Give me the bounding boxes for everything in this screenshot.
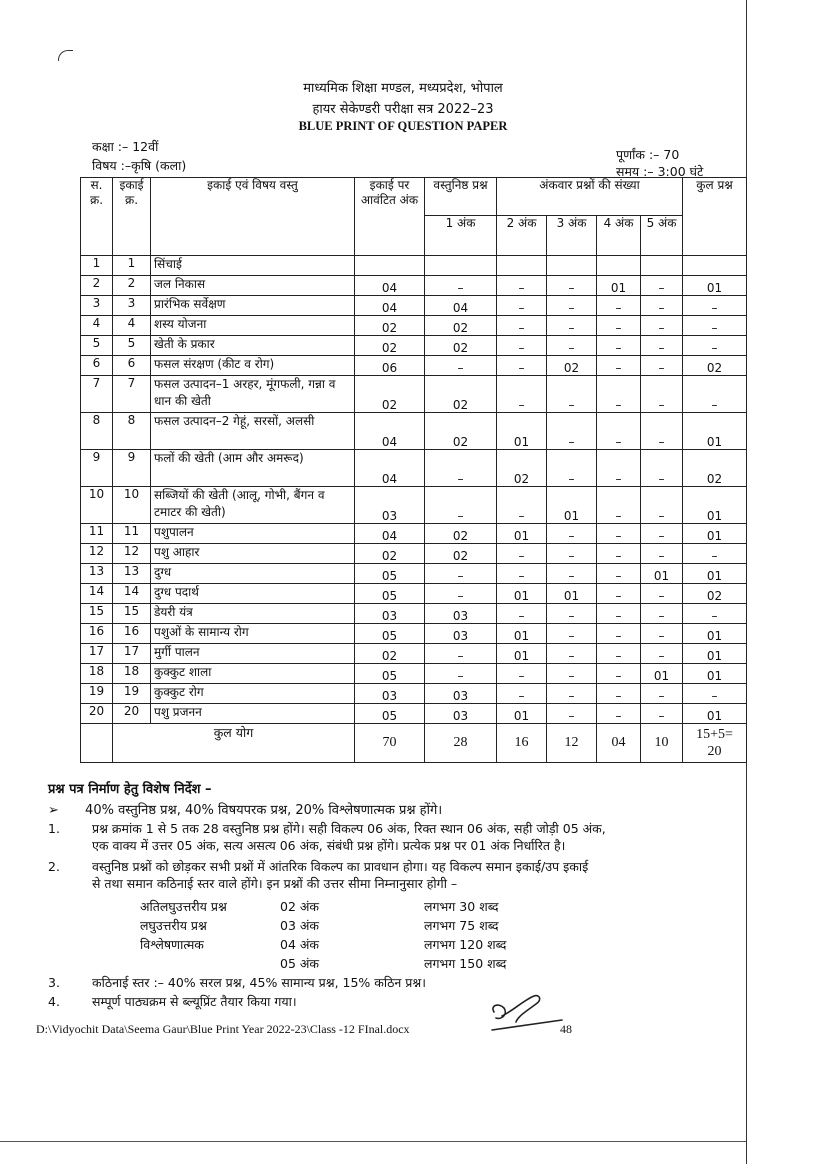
cell-total: 01 [683, 644, 747, 664]
cell-marks: 05 [355, 584, 425, 604]
cell-unit-no: 18 [113, 664, 151, 684]
cell-unit-no: 1 [113, 256, 151, 276]
cell-4-mark: – [597, 584, 641, 604]
cell-4-mark: – [597, 336, 641, 356]
cell-marks: 03 [355, 487, 425, 524]
header-allotted-marks: इकाई पर आवंटित अंक [355, 178, 425, 256]
cell-5-mark: 01 [641, 564, 683, 584]
cell-unit-no: 11 [113, 524, 151, 544]
cell-4-mark: – [597, 524, 641, 544]
bullet-arrow-icon: ➢ [48, 803, 59, 818]
header-1-mark: 1 अंक [425, 216, 497, 256]
instructions-bullet [48, 800, 442, 818]
word-limit-marks: 04 अंक [280, 937, 320, 952]
cell-sno: 13 [81, 564, 113, 584]
header-3-mark: 3 अंक [547, 216, 597, 256]
cell-5-mark: – [641, 604, 683, 624]
cell-4-mark: – [597, 296, 641, 316]
cell-5-mark: – [641, 276, 683, 296]
cell-sno: 8 [81, 413, 113, 450]
cell-total: 01 [683, 664, 747, 684]
total-4-mark: 04 [597, 724, 641, 763]
cell-unit: फसल उत्पादन–1 अरहर, मूंगफली, गन्ना व धान की खेती [151, 376, 355, 413]
table-row [81, 316, 747, 336]
cell-unit: पशुओं के सामान्य रोग [151, 624, 355, 644]
cell-objective: 03 [425, 684, 497, 704]
cell-marks: 02 [355, 316, 425, 336]
cell-2-mark: – [497, 564, 547, 584]
cell-5-mark: – [641, 704, 683, 724]
bullet-text: 40% वस्तुनिष्ठ प्रश्न, 40% विषयपरक प्रश्न, 20% विश्लेषणात्मक प्रश्न होंगे। [85, 803, 443, 818]
document-title: BLUE PRINT OF QUESTION PAPER [298, 119, 508, 133]
cell-4-mark: – [597, 684, 641, 704]
cell-2-mark: 01 [497, 624, 547, 644]
cell-unit-no: 17 [113, 644, 151, 664]
cell-unit-no: 10 [113, 487, 151, 524]
cell-marks: 03 [355, 604, 425, 624]
cell-marks [355, 256, 425, 276]
instruction-2-number: 2. [48, 859, 60, 874]
cell-3-mark: – [547, 664, 597, 684]
cell-unit: कुक्कुट शाला [151, 664, 355, 684]
cell-sno: 20 [81, 704, 113, 724]
cell-3-mark: – [547, 276, 597, 296]
cell-unit-no: 4 [113, 316, 151, 336]
cell-sno: 2 [81, 276, 113, 296]
cell-5-mark: – [641, 584, 683, 604]
cell-4-mark: – [597, 704, 641, 724]
cell-objective: – [425, 450, 497, 487]
instruction-2-line-2: से तथा समान कठिनाई स्तर वाले होंगे। इन प्रश्नों की उत्तर सीमा निम्नानुसार होगी – [92, 876, 458, 891]
table-row [81, 684, 747, 704]
cell-4-mark: – [597, 604, 641, 624]
cell-total [683, 256, 747, 276]
cell-sno: 14 [81, 584, 113, 604]
cell-unit-no: 13 [113, 564, 151, 584]
cell-4-mark: – [597, 316, 641, 336]
cell-2-mark: 01 [497, 644, 547, 664]
cell-objective: 02 [425, 336, 497, 356]
cell-4-mark [597, 256, 641, 276]
header-5-mark: 5 अंक [641, 216, 683, 256]
cell-unit: सब्जियों की खेती (आलू, गोभी, बैंगन व टमाटर की खेती) [151, 487, 355, 524]
cell-2-mark: 01 [497, 704, 547, 724]
instruction-3-number: 3. [48, 975, 60, 990]
cell-5-mark: 01 [641, 664, 683, 684]
cell-sno: 15 [81, 604, 113, 624]
cell-unit: पशु प्रजनन [151, 704, 355, 724]
cell-unit-no: 15 [113, 604, 151, 624]
table-row [81, 296, 747, 316]
cell-marks: 03 [355, 684, 425, 704]
cell-5-mark [641, 256, 683, 276]
cell-2-mark: – [497, 487, 547, 524]
cell-marks: 02 [355, 376, 425, 413]
cell-objective: – [425, 356, 497, 376]
cell-3-mark: – [547, 644, 597, 664]
cell-sno: 19 [81, 684, 113, 704]
cell-4-mark: – [597, 664, 641, 684]
cell-objective: – [425, 564, 497, 584]
header-objective: वस्तुनिष्ठ प्रश्न [425, 178, 497, 216]
cell-objective: 02 [425, 376, 497, 413]
bottom-margin-line [0, 1141, 746, 1142]
cell-unit: फलों की खेती (आम और अमरूद) [151, 450, 355, 487]
cell-marks: 02 [355, 544, 425, 564]
word-limit-words: लगभग 120 शब्द [424, 937, 507, 952]
cell-3-mark: – [547, 316, 597, 336]
cell-5-mark: – [641, 376, 683, 413]
word-limit-marks: 02 अंक [280, 899, 320, 914]
cell-total: 01 [683, 276, 747, 296]
cell-unit: दुग्ध [151, 564, 355, 584]
cell-3-mark: – [547, 604, 597, 624]
word-limit-type: लघुउत्तरीय प्रश्न [140, 918, 207, 933]
cell-total: 01 [683, 487, 747, 524]
cell-2-mark: 01 [497, 584, 547, 604]
instruction-3: कठिनाई स्तर :– 40% सरल प्रश्न, 45% सामान्य प्रश्न, 15% कठिन प्रश्न। [92, 975, 426, 990]
table-row [81, 336, 747, 356]
cell-objective: 02 [425, 413, 497, 450]
table-row [81, 524, 747, 544]
cell-5-mark: – [641, 413, 683, 450]
cell-3-mark: – [547, 624, 597, 644]
cell-5-mark: – [641, 544, 683, 564]
signature [488, 990, 568, 1036]
cell-3-mark [547, 256, 597, 276]
cell-total: 01 [683, 564, 747, 584]
header-2-mark: 2 अंक [497, 216, 547, 256]
cell-sno: 17 [81, 644, 113, 664]
cell-total: – [683, 336, 747, 356]
cell-total: 01 [683, 704, 747, 724]
table-row [81, 704, 747, 724]
table-row [81, 276, 747, 296]
table-row [81, 664, 747, 684]
cell-total: 01 [683, 524, 747, 544]
total-row [81, 724, 747, 763]
page-number: 48 [560, 1022, 572, 1036]
cell-total: 02 [683, 584, 747, 604]
subject-label: विषय :–कृषि (कला) [92, 158, 187, 173]
max-marks-label: पूर्णांक :– 70 [616, 147, 680, 162]
cell-objective: – [425, 487, 497, 524]
instruction-1-line-1: प्रश्न क्रमांक 1 से 5 तक 28 वस्तुनिष्ठ प्रश्न होंगे। सही विकल्प 06 अंक, रिक्त स्थान 06 अंक, सही जोड़ी 05 अंक, [92, 821, 606, 836]
cell-2-mark: 02 [497, 450, 547, 487]
cell-marks: 02 [355, 644, 425, 664]
scan-corner-mark [58, 50, 73, 61]
cell-unit: जल निकास [151, 276, 355, 296]
cell-3-mark: – [547, 704, 597, 724]
cell-objective: – [425, 644, 497, 664]
cell-4-mark: – [597, 544, 641, 564]
cell-objective: 03 [425, 604, 497, 624]
cell-objective: – [425, 276, 497, 296]
cell-marks: 04 [355, 524, 425, 544]
cell-sno: 5 [81, 336, 113, 356]
cell-objective: 03 [425, 624, 497, 644]
cell-total: – [683, 604, 747, 624]
instruction-2 [92, 858, 782, 892]
cell-sno: 7 [81, 376, 113, 413]
cell-total: 02 [683, 356, 747, 376]
cell-total: – [683, 544, 747, 564]
cell-unit-no: 20 [113, 704, 151, 724]
cell-objective [425, 256, 497, 276]
cell-unit: कुक्कुट रोग [151, 684, 355, 704]
cell-3-mark: – [547, 376, 597, 413]
total-blank [81, 724, 113, 763]
cell-unit-no: 3 [113, 296, 151, 316]
word-limit-type: विश्लेषणात्मक [140, 937, 204, 952]
cell-4-mark: – [597, 356, 641, 376]
cell-2-mark: – [497, 684, 547, 704]
cell-5-mark: – [641, 684, 683, 704]
cell-2-mark: – [497, 296, 547, 316]
instruction-1-line-2: एक वाक्य में उत्तर 05 अंक, सत्य असत्य 06 अंक, संबंधी प्रश्न होंगे। प्रत्येक प्रश्न पर 01 अंक निर्धारित है। [92, 838, 566, 853]
total-5-mark: 10 [641, 724, 683, 763]
cell-unit: डेयरी यंत्र [151, 604, 355, 624]
cell-unit-no: 19 [113, 684, 151, 704]
total-objective: 28 [425, 724, 497, 763]
total-label: कुल योग [113, 724, 355, 763]
cell-unit: फसल संरक्षण (कीट व रोग) [151, 356, 355, 376]
word-limit-words: लगभग 75 शब्द [424, 918, 499, 933]
cell-objective: 04 [425, 296, 497, 316]
cell-unit-no: 16 [113, 624, 151, 644]
cell-4-mark: – [597, 564, 641, 584]
word-limit-marks: 05 अंक [280, 956, 320, 971]
cell-marks: 04 [355, 276, 425, 296]
header-sno: स. क्र. [81, 178, 113, 256]
cell-unit-no: 12 [113, 544, 151, 564]
table-row [81, 413, 747, 450]
table-row [81, 584, 747, 604]
cell-unit-no: 9 [113, 450, 151, 487]
cell-marks: 05 [355, 624, 425, 644]
cell-5-mark: – [641, 356, 683, 376]
cell-3-mark: – [547, 450, 597, 487]
table-row [81, 487, 747, 524]
cell-sno: 16 [81, 624, 113, 644]
cell-objective: 03 [425, 704, 497, 724]
cell-3-mark: – [547, 296, 597, 316]
total-3-mark: 12 [547, 724, 597, 763]
cell-unit: सिंचाई [151, 256, 355, 276]
cell-unit: पशुपालन [151, 524, 355, 544]
cell-2-mark: 01 [497, 413, 547, 450]
total-questions-value: 20 [707, 744, 722, 759]
cell-5-mark: – [641, 316, 683, 336]
cell-unit: प्रारंभिक सर्वेक्षण [151, 296, 355, 316]
cell-total: 02 [683, 450, 747, 487]
cell-unit: फसल उत्पादन–2 गेहूं, सरसों, अलसी [151, 413, 355, 450]
table-row [81, 256, 747, 276]
cell-5-mark: – [641, 296, 683, 316]
header-markwise: अंकवार प्रश्नों की संख्या [497, 178, 683, 216]
cell-5-mark: – [641, 487, 683, 524]
total-questions [683, 724, 747, 763]
cell-marks: 05 [355, 704, 425, 724]
cell-unit-no: 6 [113, 356, 151, 376]
cell-2-mark: – [497, 664, 547, 684]
cell-3-mark: – [547, 684, 597, 704]
cell-5-mark: – [641, 524, 683, 544]
cell-objective: – [425, 584, 497, 604]
cell-5-mark: – [641, 450, 683, 487]
header-4-mark: 4 अंक [597, 216, 641, 256]
cell-unit-no: 8 [113, 413, 151, 450]
cell-3-mark: – [547, 336, 597, 356]
cell-4-mark: – [597, 624, 641, 644]
cell-unit: पशु आहार [151, 544, 355, 564]
cell-unit-no: 5 [113, 336, 151, 356]
cell-sno: 11 [81, 524, 113, 544]
blueprint-table [80, 177, 747, 763]
cell-4-mark: 01 [597, 276, 641, 296]
instruction-2-line-1: वस्तुनिष्ठ प्रश्नों को छोड़कर सभी प्रश्नों में आंतरिक विकल्प का प्रावधान होगा। यह विकल्प समान इकाई/उप इकाई [92, 859, 589, 874]
cell-total: – [683, 684, 747, 704]
total-marks: 70 [355, 724, 425, 763]
cell-marks: 04 [355, 413, 425, 450]
table-row [81, 604, 747, 624]
table-row [81, 624, 747, 644]
cell-total: 01 [683, 413, 747, 450]
instruction-4: सम्पूर्ण पाठ्यक्रम से ब्ल्यूप्रिंट तैयार किया गया। [92, 994, 297, 1009]
cell-3-mark: – [547, 544, 597, 564]
cell-unit-no: 2 [113, 276, 151, 296]
cell-4-mark: – [597, 450, 641, 487]
total-2-mark: 16 [497, 724, 547, 763]
cell-2-mark: – [497, 544, 547, 564]
word-limit-type: अतिलघुउत्तरीय प्रश्न [140, 899, 227, 914]
cell-3-mark: – [547, 524, 597, 544]
table-row [81, 356, 747, 376]
cell-sno: 1 [81, 256, 113, 276]
table-row [81, 644, 747, 664]
cell-total: – [683, 376, 747, 413]
header-total: कुल प्रश्न [683, 178, 747, 256]
cell-2-mark: 01 [497, 524, 547, 544]
cell-2-mark: – [497, 336, 547, 356]
instruction-4-number: 4. [48, 994, 60, 1009]
table-row [81, 544, 747, 564]
total-questions-sum: 15+5= [696, 727, 733, 742]
file-path: D:\Vidyochit Data\Seema Gaur\Blue Print Year 2022-23\Class -12 FInal.docx [36, 1022, 410, 1036]
cell-3-mark: 01 [547, 584, 597, 604]
cell-2-mark: – [497, 316, 547, 336]
exam-session: हायर सेकेण्डरी परीक्षा सत्र 2022–23 [312, 102, 494, 117]
cell-unit-no: 14 [113, 584, 151, 604]
cell-3-mark: – [547, 413, 597, 450]
cell-5-mark: – [641, 336, 683, 356]
class-label: कक्षा :– 12वीं [92, 139, 159, 154]
cell-unit: मुर्गी पालन [151, 644, 355, 664]
word-limit-marks: 03 अंक [280, 918, 320, 933]
cell-2-mark: – [497, 356, 547, 376]
cell-4-mark: – [597, 376, 641, 413]
header-unit: इकाई एवं विषय वस्तु [151, 178, 355, 256]
cell-2-mark: – [497, 376, 547, 413]
cell-objective: – [425, 664, 497, 684]
cell-4-mark: – [597, 413, 641, 450]
board-name: माध्यमिक शिक्षा मण्डल, मध्यप्रदेश, भोपाल [303, 81, 503, 96]
cell-unit: दुग्ध पदार्थ [151, 584, 355, 604]
cell-unit: शस्य योजना [151, 316, 355, 336]
cell-marks: 02 [355, 336, 425, 356]
word-limit-words: लगभग 30 शब्द [424, 899, 499, 914]
cell-sno: 9 [81, 450, 113, 487]
cell-objective: 02 [425, 524, 497, 544]
cell-5-mark: – [641, 644, 683, 664]
cell-3-mark: – [547, 564, 597, 584]
word-limit-words: लगभग 150 शब्द [424, 956, 507, 971]
cell-2-mark [497, 256, 547, 276]
table-row [81, 376, 747, 413]
cell-unit: खेती के प्रकार [151, 336, 355, 356]
instruction-1 [92, 820, 782, 854]
cell-objective: 02 [425, 544, 497, 564]
cell-marks: 04 [355, 450, 425, 487]
cell-sno: 10 [81, 487, 113, 524]
cell-sno: 18 [81, 664, 113, 684]
cell-5-mark: – [641, 624, 683, 644]
cell-sno: 6 [81, 356, 113, 376]
cell-sno: 4 [81, 316, 113, 336]
cell-4-mark: – [597, 487, 641, 524]
cell-marks: 05 [355, 664, 425, 684]
cell-3-mark: 01 [547, 487, 597, 524]
instruction-1-number: 1. [48, 821, 60, 836]
cell-4-mark: – [597, 644, 641, 664]
table-row [81, 450, 747, 487]
cell-marks: 06 [355, 356, 425, 376]
cell-sno: 12 [81, 544, 113, 564]
cell-3-mark: 02 [547, 356, 597, 376]
cell-objective: 02 [425, 316, 497, 336]
cell-marks: 04 [355, 296, 425, 316]
cell-2-mark: – [497, 604, 547, 624]
cell-total: 01 [683, 624, 747, 644]
cell-total: – [683, 296, 747, 316]
cell-2-mark: – [497, 276, 547, 296]
header-unit-no: इकाई क्र. [113, 178, 151, 256]
instructions-title: प्रश्न पत्र निर्माण हेतु विशेष निर्देश – [48, 782, 212, 797]
cell-total: – [683, 316, 747, 336]
time-label: समय :– 3:00 घंटे [616, 164, 704, 179]
cell-marks: 05 [355, 564, 425, 584]
table-row [81, 564, 747, 584]
cell-sno: 3 [81, 296, 113, 316]
cell-unit-no: 7 [113, 376, 151, 413]
